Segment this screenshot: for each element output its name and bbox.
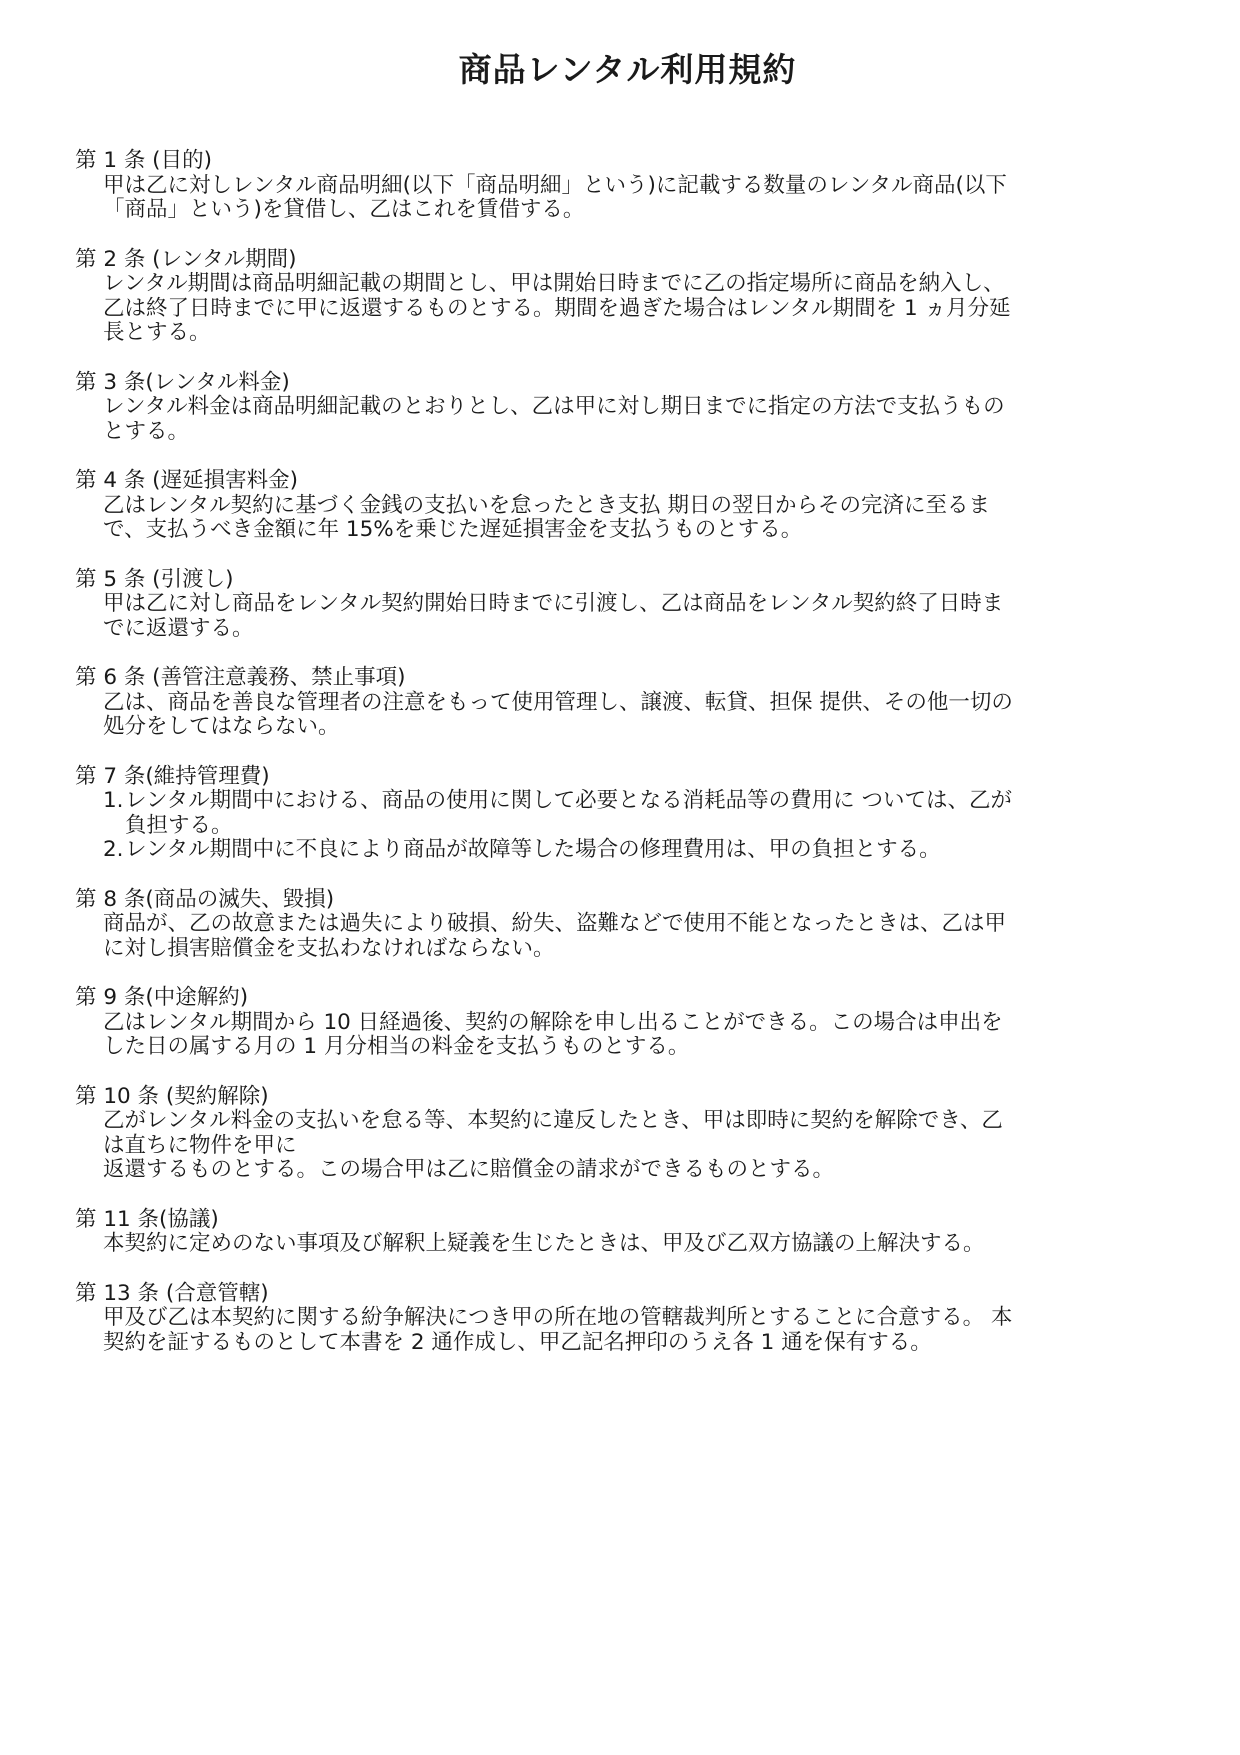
article-3 xyxy=(75,371,1180,445)
article-1 xyxy=(75,149,1180,223)
article-body: レンタル料金は商品明細記載のとおりとし、乙は甲に対し期日までに指定の方法で支払うもの とする。 xyxy=(103,394,1005,444)
article-body: 乙はレンタル期間から 10 日経過後、契約の解除を申し出ることができる。この場合は申出を した日の属する月の 1 月分相当の料金を支払うものとする。 xyxy=(103,1009,1003,1059)
article-10 xyxy=(75,1085,1180,1183)
article-heading: 第 6 条 (善管注意義務、禁止事項) xyxy=(75,665,406,690)
article-body: 乙がレンタル料金の支払いを怠る等、本契約に違反したとき、甲は即時に契約を解除でき、乙 は直ちに物件を甲に 返還するものとする。この場合甲は乙に賠償金の請求ができるものとする。 xyxy=(103,1108,1003,1182)
article-heading: 第 7 条(維持管理費) xyxy=(75,763,270,789)
article-heading: 第 9 条(中途解約) xyxy=(75,985,249,1010)
article-heading: 第 5 条 (引渡し) xyxy=(75,566,234,592)
article-heading: 第 13 条 (合意管轄) xyxy=(75,1280,269,1306)
list-item xyxy=(103,838,1180,863)
article-4 xyxy=(75,469,1180,543)
article-body: レンタル期間は商品明細記載の期間とし、甲は開始日時までに乙の指定場所に商品を納入し、 乙は終了日時までに甲に返還するものとする。期間を過ぎた場合はレンタル期間を 1 ヵ月分延 長とする。 xyxy=(103,271,1011,345)
article-8 xyxy=(75,888,1180,962)
article-body: 甲は乙に対しレンタル商品明細(以下「商品明細」という)に記載する数量のレンタル商品(以下 「商品」という)を貸借し、乙はこれを賃借する。 xyxy=(103,172,1007,222)
list-item-text: レンタル期間中に不良により商品が故障等した場合の修理費用は、甲の負担とする。 xyxy=(125,837,941,862)
article-7 xyxy=(75,765,1180,863)
article-heading: 第 4 条 (遅延損害料金) xyxy=(75,468,298,493)
article-body: 商品が、乙の故意または過失により破損、紛失、盗難などで使用不能となったときは、乙は甲 に対し損害賠償金を支払わなければならない。 xyxy=(103,911,1007,961)
article-body: 乙はレンタル契約に基づく金銭の支払いを怠ったとき支払 期日の翌日からその完済に至るま で、支払うべき金額に年 15%を乗じた遅延損害金を支払うものとする。 xyxy=(103,492,990,542)
list-item xyxy=(103,789,1180,838)
article-body: 甲及び乙は本契約に関する紛争解決につき甲の所在地の管轄裁判所とすることに合意する。 本 契約を証するものとして本書を 2 通作成し、甲乙記名押印のうえ各 1 通を保有する。 xyxy=(103,1305,1013,1355)
article-heading: 第 3 条(レンタル料金) xyxy=(75,369,290,395)
list-item-number: 2. xyxy=(103,837,124,862)
article-heading: 第 1 条 (目的) xyxy=(75,148,212,173)
article-9 xyxy=(75,986,1180,1060)
article-2 xyxy=(75,248,1180,346)
article-11 xyxy=(75,1208,1180,1257)
article-heading: 第 10 条 (契約解除) xyxy=(75,1083,269,1109)
article-6 xyxy=(75,666,1180,740)
article-5 xyxy=(75,568,1180,642)
list-item-text: レンタル期間中における、商品の使用に関して必要となる消耗品等の費用に ついては、乙が 負担する。 xyxy=(125,788,1012,838)
article-heading: 第 11 条(協議) xyxy=(75,1206,219,1232)
article-heading: 第 8 条(商品の滅失、毀損) xyxy=(75,886,335,912)
list-item-number: 1. xyxy=(103,788,124,813)
document-title: 商品レンタル利用規約 xyxy=(458,50,797,89)
article-body: 甲は乙に対し商品をレンタル契約開始日時までに引渡し、乙は商品をレンタル契約終了日時ま でに返還する。 xyxy=(103,591,1004,641)
article-13 xyxy=(75,1282,1180,1356)
article-item-list xyxy=(103,789,1180,863)
article-heading: 第 2 条 (レンタル期間) xyxy=(75,246,297,272)
article-body: 本契約に定めのない事項及び解釈上疑義を生じたときは、甲及び乙双方協議の上解決する。 xyxy=(103,1231,985,1256)
article-body: 乙は、商品を善良な管理者の注意をもって使用管理し、譲渡、転貸、担保 提供、その他一切の 処分をしてはならない。 xyxy=(103,689,1013,739)
